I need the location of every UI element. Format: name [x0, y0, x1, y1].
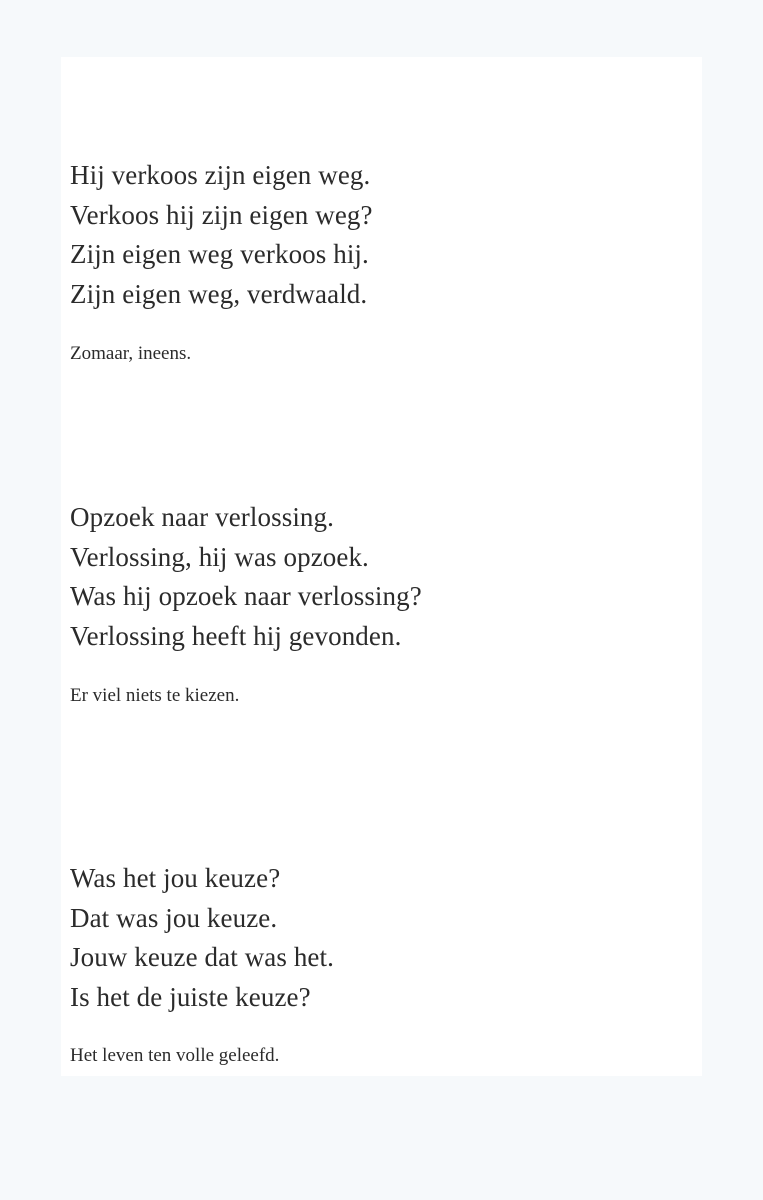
stanza-coda: Er viel niets te kiezen. — [70, 685, 240, 706]
stanza-coda: Zomaar, ineens. — [70, 343, 192, 364]
stanza-line: Jouw keuze dat was het. — [70, 942, 334, 972]
stanza-line: Zijn eigen weg, verdwaald. — [70, 278, 368, 309]
stanza-line: Verlossing, hij was opzoek. — [70, 541, 369, 572]
stanza-line: Is het de juiste keuze? — [70, 981, 311, 1012]
stanza-1 — [70, 156, 373, 314]
stanza-line: Was hij opzoek naar verlossing? — [70, 581, 422, 611]
stanza-line: Zijn eigen weg verkoos hij. — [70, 239, 369, 269]
stanza-line: Hij verkoos zijn eigen weg. — [70, 160, 371, 190]
stanza-line: Verlossing heeft hij gevonden. — [70, 620, 402, 651]
page — [61, 57, 702, 1076]
stanza-line: Dat was jou keuze. — [70, 902, 278, 933]
stanza-3 — [70, 859, 334, 1017]
stanza-line: Opzoek naar verlossing. — [70, 502, 334, 532]
stanza-line: Verkoos hij zijn eigen weg? — [70, 199, 373, 230]
stanza-2 — [70, 498, 422, 656]
stanza-line: Was het jou keuze? — [70, 863, 281, 893]
stanza-coda: Het leven ten volle geleefd. — [70, 1045, 280, 1066]
